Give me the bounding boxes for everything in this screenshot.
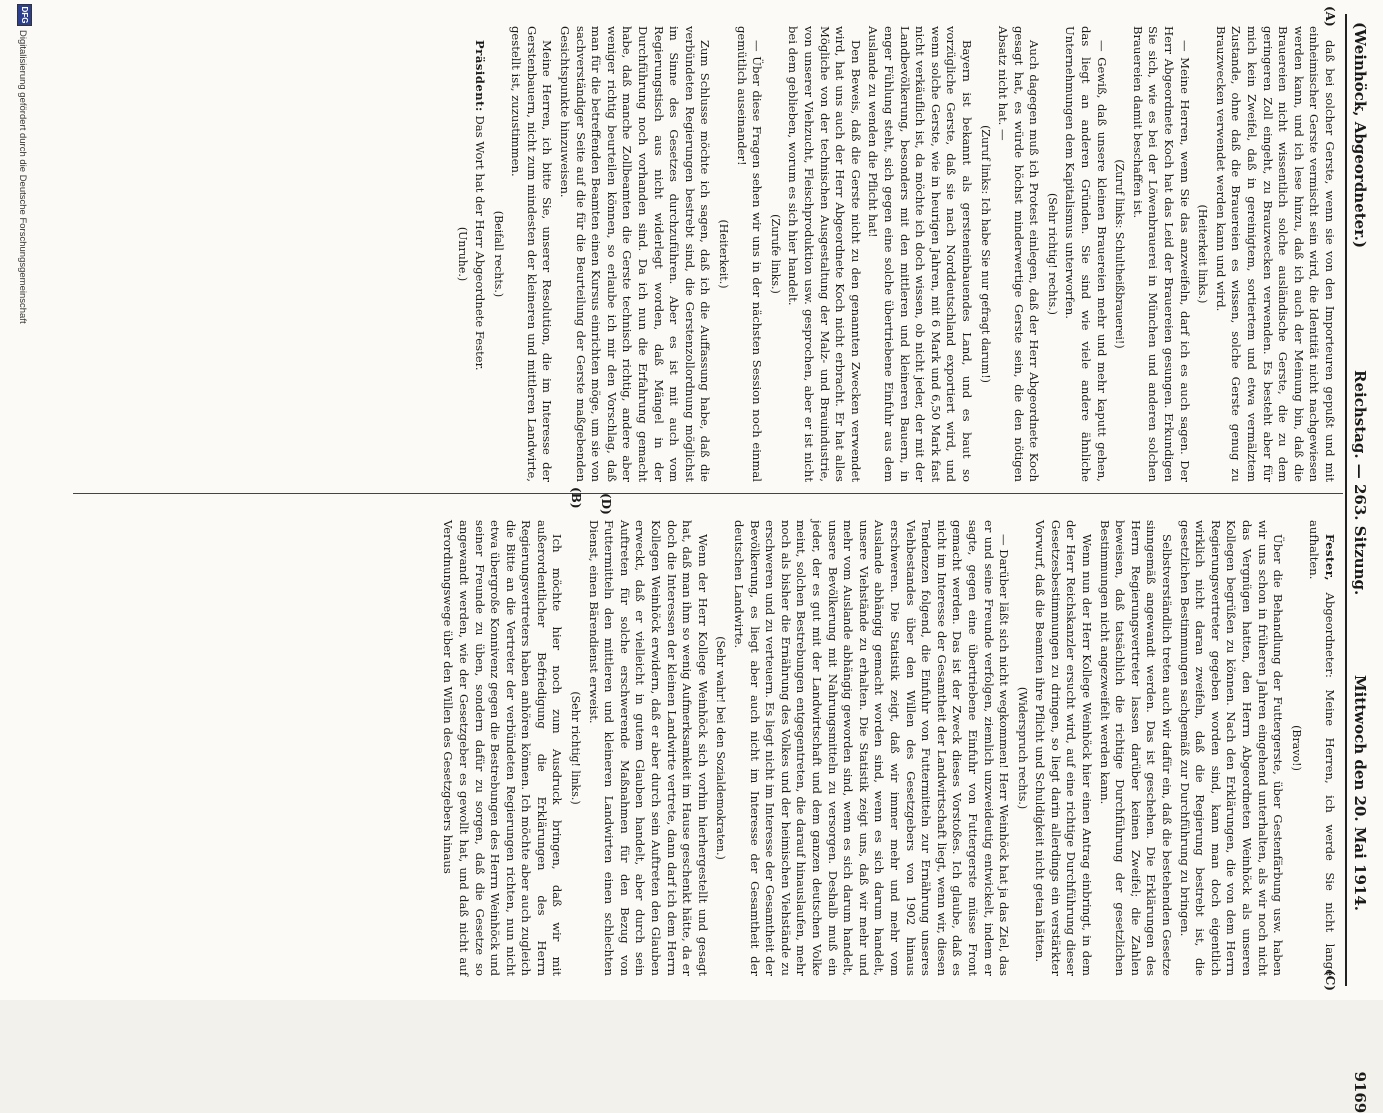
- column-divider: [73, 493, 1343, 494]
- paragraph: Wenn nun der Herr Kollege Weinhöck hier einen Antrag einbringt, in dem der Herr Reichskanzler ersucht wird, auf eine richtige Durchführung dieser Gesetzesbestimmungen zu dringen, so liegt darin allerdings ein verstärkter Vorwurf, daß die Beamten ihre Pflicht und Schuldigkeit nicht getan hätten.: [1032, 520, 1094, 976]
- margin-marker-c: (C): [1323, 970, 1337, 991]
- paragraph: — Gewiß, daß unsere kleinen Brauereien mehr und mehr kaputt gehen, das liegt an anderen Gründen. Sie sind wie viele andere ähnliche Unternehmungen dem Kapitalismus unterworfen.: [1062, 26, 1109, 482]
- margin-marker-d: (D): [599, 493, 613, 515]
- paragraph: — Meine Herren, wenn Sie das anzweifeln, darf ich es auch sagen. Der Herr Abgeordnete Koch hat das Leid der Brauereien gesungen. Erkundigen Sie sich, wie es bei der Löwenbrauerei in München und anderen solchen Brauereien damit beschaffen ist.: [1129, 26, 1191, 482]
- stage-direction: (Zuruf links: Ich habe Sie nur gefragt darum!): [977, 26, 993, 482]
- header-speaker-note: (Weinhöck, Abgeordneter.): [1351, 22, 1369, 248]
- digitization-note: Digitalisierung gefördert durch die Deutsche Forschungsgemeinschaft: [17, 30, 28, 324]
- header-session-title: Reichstag. — 263. Sitzung.: [1351, 370, 1369, 595]
- paragraph: Über die Behandlung der Futtergerste, über Gestenfärbung usw. haben wir uns schon in früheren Jahren eingehend unterhalten, als wir noch nicht das Vergnügen hatten, den Herrn Abgeordneten Weinhöck als unseren Kollegen begrüßen zu können. Nach den Erklärungen, die von dem Herrn Regierungsvertreter gegeben worden sind, kann man doch eigentlich wirklich nicht daran zweifeln, daß die Regierung bestrebt ist, die gesetzlichen Bestimmungen sachgemäß zur Durchführung zu bringen.: [1176, 520, 1285, 976]
- stage-direction: (Widerspruch rechts.): [1014, 520, 1030, 976]
- header-date: Mittwoch den 20. Mai 1914.: [1351, 675, 1369, 911]
- speaker-text: Abgeordneter: Meine Herren, ich werde Sie nicht lange aufhalten.: [1307, 520, 1337, 976]
- stage-direction: (Unruhe.): [454, 26, 470, 482]
- speaker-name: Fester,: [1323, 534, 1337, 581]
- paragraph: Bayern ist bekannt als gersteneinbauendes Land, und es baut so vorzügliche Gerste, daß sie nach Norddeutschland exportiert wird, und wenn solche Gerste, wie in heurigen Jahren, mit 6 Mark und 6,50 Mark fast nicht verkäuflich ist, da möchte ich doch wissen, ob nicht jeder, der mit der Landbevölkerung, besonders mit den mittleren und kleineren Bauern, in enger Fühlung steht, sich gegen eine solche übertriebene Einfuhr aus dem Auslande zu wenden die Pflicht hat!: [865, 26, 974, 482]
- paragraph: daß bei solcher Gerste, wenn sie von den Importeuren gepußt und mit einheimischer Gerste vermischt sein wird, die Identität nicht nachgewiesen werden kann, und ich lese hinzu, daß ich auch der Meinung bin, daß die Brauereien nicht wissentlich solche ausländische Gerste, die zu dem geringeren Zoll eingeht, zu Brauzwecken verwenden. Es besteht aber für mich kein Zweifel, daß in gereinigtem, sortiertem und etwa vermälztem Zustande, ohne daß die Brauereien es wissen, solche Gerste genug zu Brauzwecken verwendet werden kann und wird.: [1212, 26, 1337, 482]
- speaker-paragraph: [472, 26, 488, 482]
- stage-direction: (Bravo!): [1288, 520, 1304, 976]
- paragraph: Auch dagegen muß ich Protest einlegen, daß der Herr Abgeordnete Koch gesagt hat, es würde höchst minderwertige Gerste sein, die den nötigen Absatz nicht hat. —: [995, 26, 1042, 482]
- paragraph: Selbstverständlich treten auch wir dafür ein, daß die bestehenden Gesetze sinngemäß angewandt werden. Das ist geschehen. Die Erklärungen des Herrn Regierungsvertreter lassen darüber keinen Zweifel; die Zahlen beweisen, daß tatsächlich die richtige Durchführung der gesetzlichen Bestimmungen nicht angezweifelt werden kann.: [1096, 520, 1174, 976]
- margin-marker-a: (A): [1323, 6, 1337, 27]
- page-header: [1343, 0, 1383, 1000]
- page-number: 9169: [1351, 1072, 1369, 1113]
- paragraph: — Darüber läßt sich nicht wegkommen! Herr Weinhöck hat ja das Ziel, das er und seine Freunde verfolgen, ziemlich unzweideutig entwickelt, indem er sagte, gegen eine übertriebene Einfuhr von Futtergerste müsse Front gemacht werden. Das ist der Zweck dieses Vorstoßes. Ich glaube, daß es nicht im Interesse der Gesamtheit der Landwirtschaft liegt, wenn wir, diesen Tendenzen folgend, die Einfuhr von Futtermitteln zur Ernährung unseres Viehbestandes über den Willen des Gesetzgebers von 1902 hinaus erschweren. Die Statistik zeigt, daß wir immer mehr und mehr vom Auslande abhängig gemacht worden sind, wenn es sich darum handelt, unsere Viehstände zu erhalten. Die Statistik zeigt uns, daß wir mehr und mehr vom Auslande abhängig geworden sind, wenn es sich darum handelt, unsere Bevölkerung mit Nahrungsmitteln zu versorgen. Deshalb muß ein jeder, der es gut mit der Landwirtschaft und dem ganzen deutschen Volke meint, solchen Bestrebungen entgegentreten, die darauf hinauslaufen, mehr noch als bisher die Ernährung des Volkes und der heimischen Viehstände zu erschweren und zu verteuern. Es liegt nicht im Interesse der Gesamtheit der Bevölkerung, es liegt aber auch nicht im Interesse der Gesamtheit der deutschen Landwirte.: [730, 520, 1011, 976]
- speaker-text: Das Wort hat der Herr Abgeordnete Fester.: [473, 116, 487, 371]
- stage-direction: (Heiterkeit links.): [1195, 26, 1211, 482]
- speaker-paragraph: [1306, 520, 1337, 976]
- header-date-and-page: [1351, 675, 1369, 1113]
- stage-direction: (Zuruf links: Schultheißbrauerei!): [1112, 26, 1128, 482]
- stage-direction: (Zurufe links.): [767, 26, 783, 482]
- stage-direction: (Sehr richtig! rechts.): [1044, 26, 1060, 482]
- paragraph: Meine Herren, ich bitte Sie, unserer Resolution, die im Interesse der Gerstenbauern, nicht zum mindesten der kleineren und mittleren Landwirte, gestellt ist, zuzustimmen.: [508, 26, 555, 482]
- paragraph: Ich möchte hier noch zum Ausdruck bringen, daß wir mit außerordentlicher Befriedigung die Erklärungen des Herrn Regierungsvertreters haben anhören können. Ich möchte aber auch zugleich die Bitte an die Vertreter der verbündeten Regierungen richten, nun nicht etwa übergroße Konnivenz gegen die Bestrebungen des Herrn Weinhöck und seiner Freunde zu üben, sondern dafür zu sorgen, daß die Gesetze so angewandt werden, wie der Gesetzgeber es gewollt hat, und daß nicht auf Verordnungswege über den Willen des Gesetzgebers hinaus: [440, 520, 565, 976]
- stage-direction: (Beifall rechts.): [490, 26, 506, 482]
- speaker-name: Präsident:: [473, 40, 487, 112]
- left-column-text: [451, 26, 1337, 482]
- stage-direction: (Sehr wahr! bei den Sozialdemokraten.): [713, 520, 729, 976]
- paragraph: Wenn der Herr Kollege Weinhöck sich vorhin hierhergestellt und gesagt hat, daß man ihm so wenig Aufmerksamkeit im Hause geschenkt hätte, da er doch die Interessen der kleinen Landwirte vertrete, dann darf ich dem Herrn Kollegen Weinhöck erwidern, daß er aber durch sein Auftreten den Glauben erweckt, daß er vielleicht in gutem Glauben handelt, aber durch sein Auftreten für solche erschwerende Maßnahmen für den Bezug von Futtermitteln den mittleren und kleineren Landwirten einen schlechten Dienst, einen Bärendienst erweist.: [585, 520, 710, 976]
- paragraph: Den Beweis, daß die Gerste nicht zu den genannten Zwecken verwendet wird, hat uns auch der Herr Abgeordnete Koch nicht erbracht. Er hat alles Mögliche von der technischen Ausgestaltung der Malz- und Brauindustrie, von unserer Viehzucht, Fleischproduktion usw. gesprochen, aber er ist nicht bei dem geblieben, worum es sich hier handelt.: [785, 26, 863, 482]
- paragraph: Zum Schlusse möchte ich sagen, daß ich die Auffassung habe, daß die verbündeten Regierungen bestrebt sind, die Gerstenzollordnung möglichst im Sinne des Gesetzes durchzuführen. Aber es ist mit auch vom Regierungstisch aus nicht widerlegt worden, daß Mängel in der Durchführung noch vorhanden sind. Da ich nun die Erfahrung gemacht habe, daß manche Zollbeamten die Gerste technisch richtig, andere aber weniger richtig beurteilen können, so erlaube ich mir den Vorschlag, daß man für die betreffenden Beamten einen Kursus einrichten möge, um sie von sachverständiger Seite auf die für die Beurteilung der Gerste maßgebenden Gesichtspunkte hinzuweisen.: [557, 26, 713, 482]
- stage-direction: (Sehr richtig! links.): [568, 520, 584, 976]
- right-column-text: [438, 520, 1337, 976]
- paragraph: — Über diese Fragen sehen wir uns in der nächsten Session noch einmal gemütlich auseinander!: [733, 26, 764, 482]
- header-rule: [1345, 14, 1347, 986]
- dfg-logo: DFG: [17, 4, 32, 26]
- stage-direction: (Heiterkeit.): [715, 26, 731, 482]
- margin-marker-b: (B): [569, 487, 583, 509]
